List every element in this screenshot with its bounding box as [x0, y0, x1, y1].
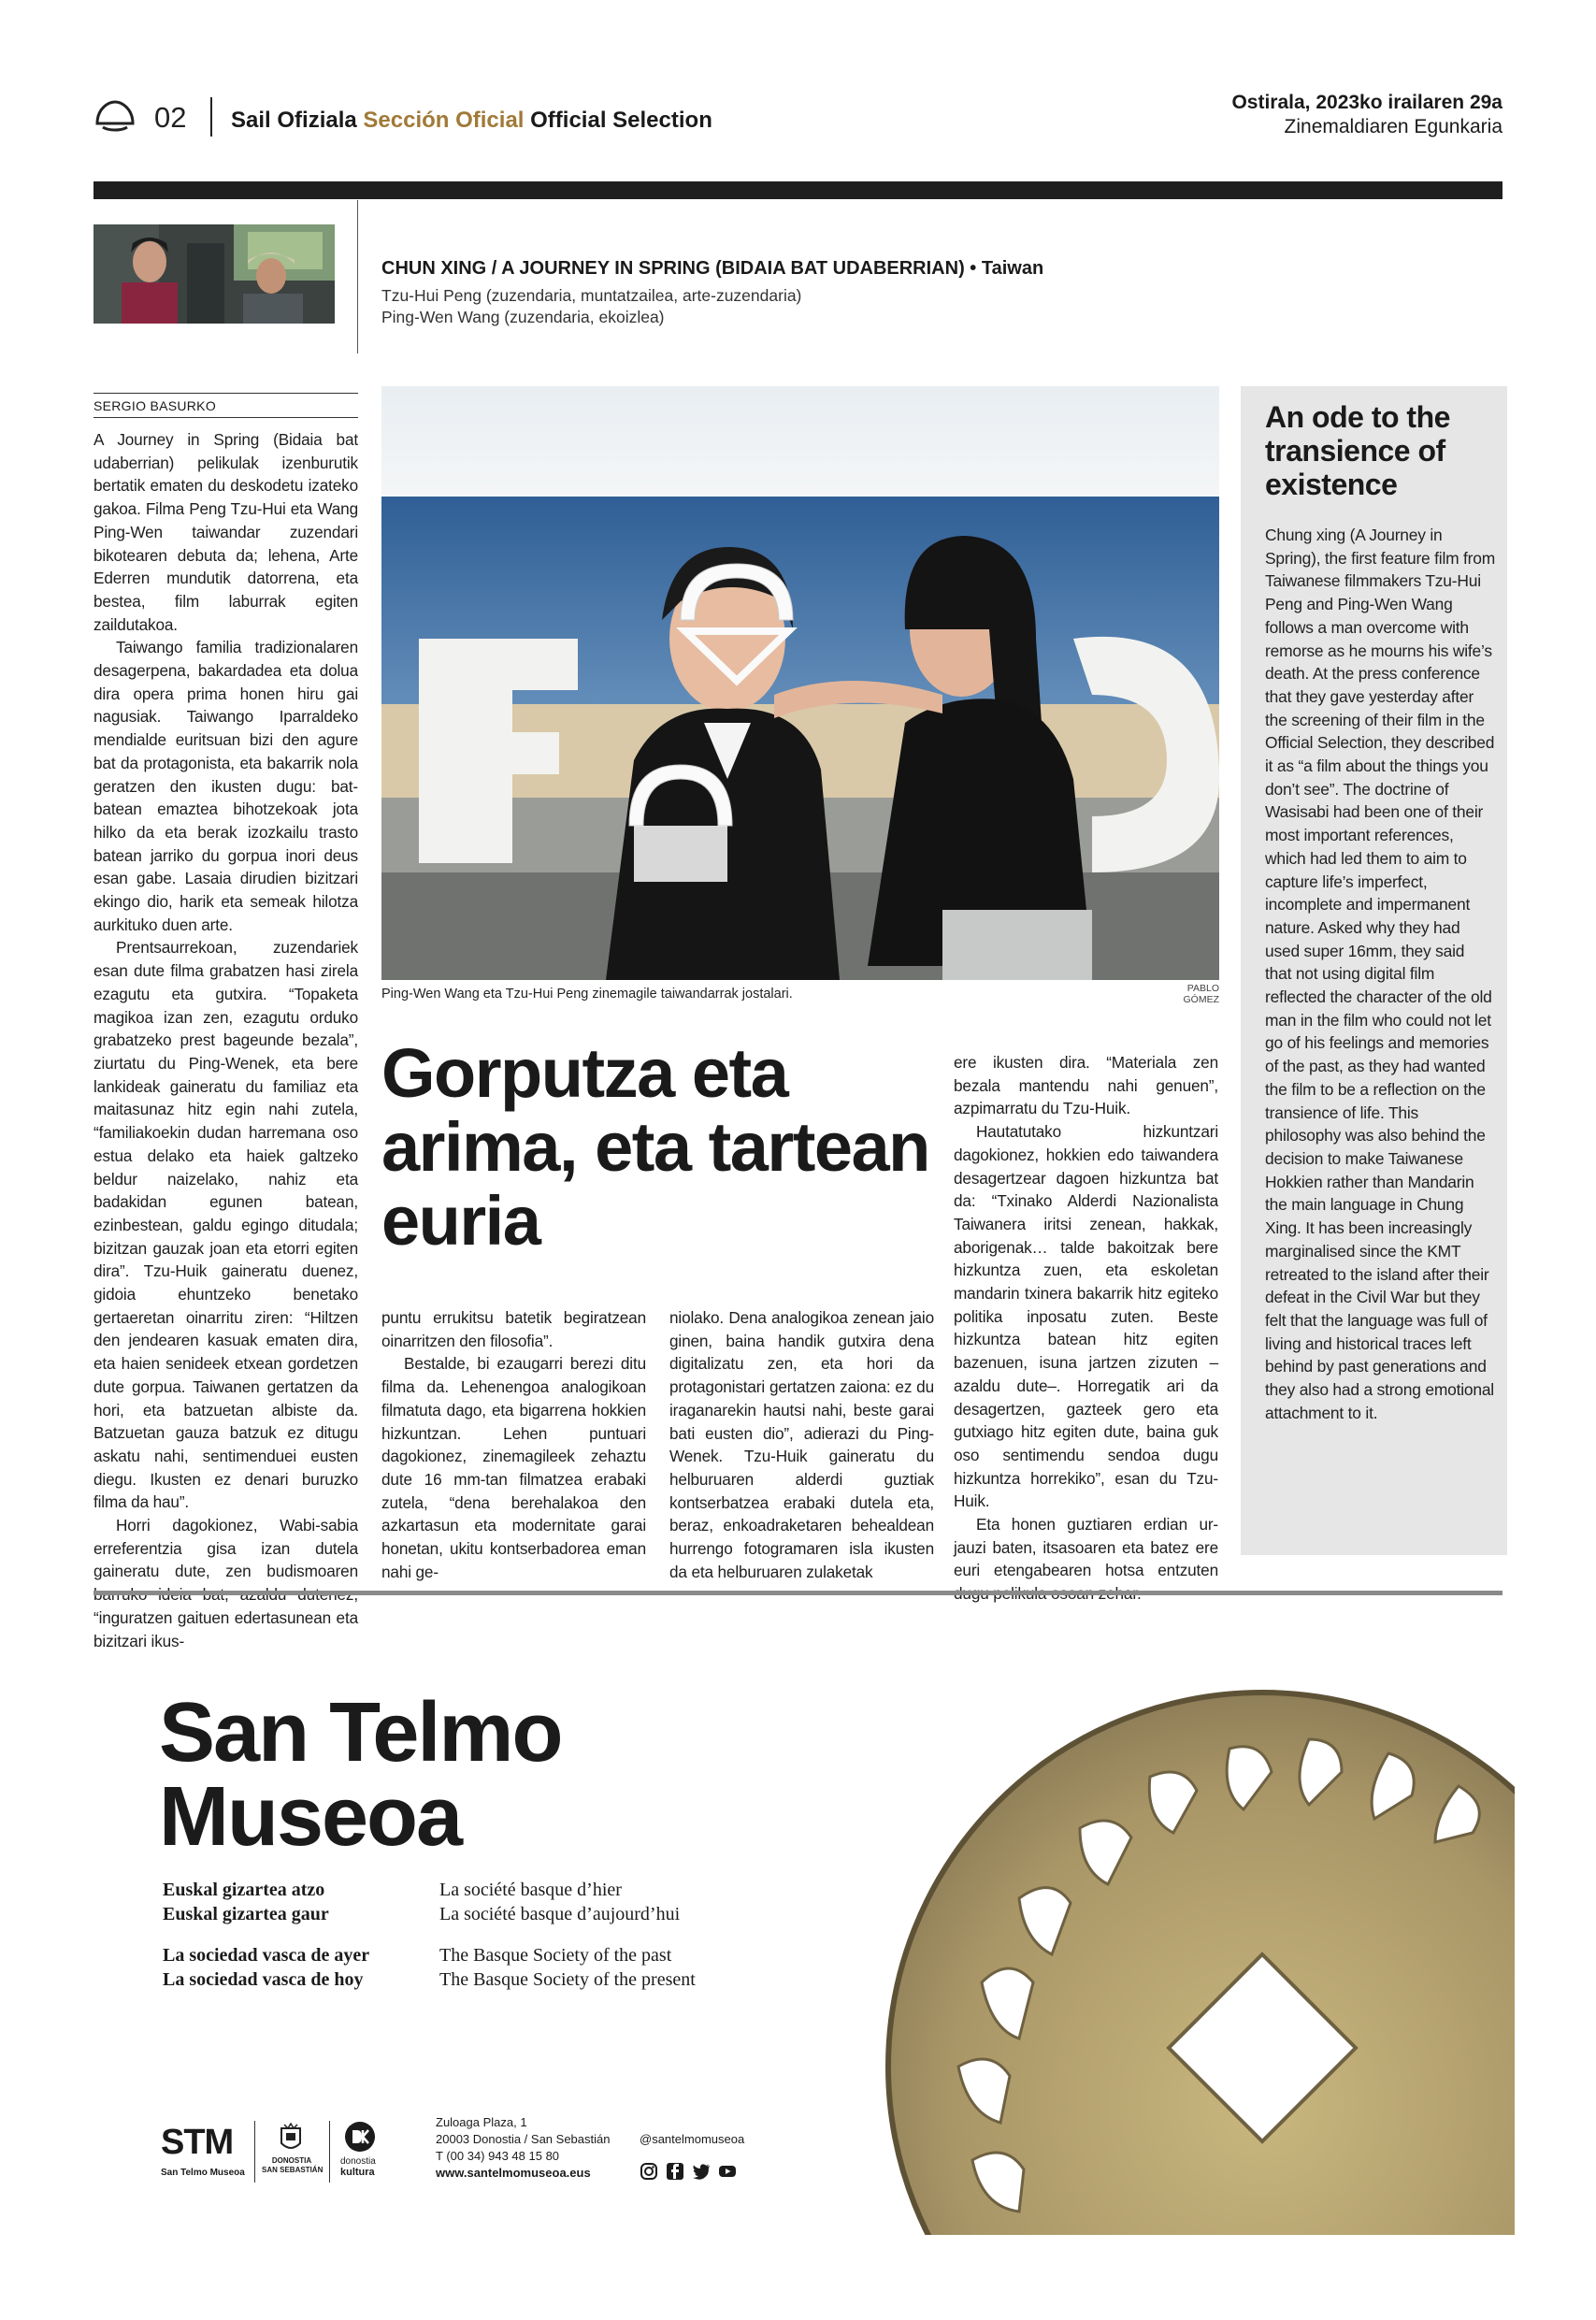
donostia-logo-text-2: SAN SEBASTIÁN: [262, 2166, 324, 2174]
section-title-es: Sección Oficial: [363, 108, 525, 133]
film-credit-director-1: Tzu-Hui Peng (zuzendaria, muntatzailea, arte-zuzendaria): [381, 286, 802, 305]
article-paragraph: Hautatutako hizkuntzari dagokionez, hokkien edo taiwandera desagertzear dagoen hizkuntza bat da: “Txinako Alderdi Nazionalista Taiwanera iritsi zenean, hakkak, aborigenak… talde bakoitzak bere hizkuntza zuen, eta eskoletan mandarin txinera bakarrik hitz egiteko politika inposatu zuten. Beste hizkuntza batean hitz egiten bazenuen, isuna jartzen zizuten –azaldu dute–. Horregatik ari da desagertzen, gazteek gero eta gutxiago hitz egiten dute, baina guk oso sentimendu sendoa dugu hizkuntza horrekiko”, esan du Tzu-Huik.: [954, 1122, 1218, 1511]
author-rule: [93, 393, 358, 394]
film-still-image: [93, 224, 335, 324]
article-column-2: [381, 1306, 646, 1583]
donostia-kultura-icon: [344, 2121, 376, 2153]
advert-title-line-1: San Telmo: [159, 1686, 562, 1780]
article-author: SERGIO BASURKO: [93, 398, 217, 413]
donostia-crest-icon: [279, 2123, 303, 2154]
sidebar-text: Chung xing (A Journey in Spring), the first feature film from Taiwanese filmmakers Tzu-Hui Peng and Ping-Wen Wang follows a man overcome with remorse as he mourns his wife’s death. At the press conference that they gave yesterday after the screening of their film in the Official Selection, they described it as “a film about the things you don’t see”. The doctrine of Wasisabi had been one of their most important references, which had led them to aim to capture life’s imperfect, incomplete and impermanent nature. Asked why they had used super 16mm, they said that not using digital film reflected the character of the old man in the film who could not let go of his feelings and memories of the past, as they had wanted the film to be a reflection on the transience of life. This philosophy was also behind the decision to make Taiwanese Hokkien rather than Mandarin the main language in Chung Xing. It has been increasingly marginalised since the KMT retreated to the island after their defeat in the Civil War but they felt that the language was full of living and historical traces left behind by past generations and they also had a strong emotional attachment to it.: [1265, 526, 1496, 1422]
issue-date: Ostirala, 2023ko irailaren 29a: [1231, 92, 1503, 113]
article-headline: Gorputza eta arima, eta tartean euria: [381, 1034, 929, 1260]
museum-phone: T (00 34) 943 48 15 80: [436, 2149, 560, 2163]
article-paragraph: A Journey in Spring (Bidaia bat udaberrian) pelikulak izenburutik bertatik ematen du deskodetu izateko gakoa. Filma Peng Tzu-Hui eta Wang Ping-Wen taiwandar zuzendari bikotearen debuta da; lehena, Arte Ederren mundutik datorrena, eta bestea, film laburrak egiten zaildutakoa.: [93, 430, 358, 634]
header-divider: [210, 97, 212, 137]
article-paragraph: Eta honen guztiaren erdian ur-jauzi baten, itsasoaren eta batez ere euri etengabearen hotsa entzuten: [954, 1515, 1218, 1580]
tagline-fr-present: La société basque d’aujourd’hui: [439, 1904, 681, 1924]
article-paragraph: Horri dagokionez, Wabi-sabia erreferentzia gisa izan dutela gaineratu dute, zen budismoaren “inguratzen gaituen edertasunean eta bizitzari ikus-: [93, 1516, 358, 1650]
museum-address-line-2: 20003 Donostia / San Sebastián: [436, 2132, 611, 2146]
museum-address-line-1: Zuloaga Plaza, 1: [436, 2115, 527, 2129]
newspaper-name: Zinemaldiaren Egunkaria: [1284, 116, 1503, 137]
festival-shell-logo-icon: [93, 99, 137, 137]
museum-website[interactable]: www.santelmomuseoa.eus: [436, 2166, 591, 2180]
advert-title: [159, 1686, 562, 1864]
tagline-en-present: The Basque Society of the present: [439, 1969, 696, 1990]
kultura-logo-text-1: donostia: [340, 2156, 376, 2167]
film-title: [381, 258, 1043, 280]
film-title-text: CHUN XING / A JOURNEY IN SPRING (BIDAIA BAT UDABERRIAN): [381, 258, 965, 279]
article-paragraph: niolako. Dena analogikoa zenean jaio ginen, baina handik gutxira dena digitalizatu zen, eta hori da protagonistari gertatzen zaiona: ez du iraganarekin hautsi nahi, beste garai bati eusten dio”, adierazi du Ping-Wenek. Tzu-Huik gaineratu du helburuaren alderdi guztiak kontserbatzea erabaki dutela eta, beraz, enkoadraketaren behealdean hurrengo fotogramaren isla ikusten da eta helburuaren zulaketak: [669, 1308, 934, 1581]
article-paragraph: Bestalde, bi ezaugarri berezi ditu filma da. Lehenengoa analogikoan filmatuta dago, eta bigarrena hokkien hizkuntzan. Lehen puntuari dagokionez, zinemagileek zehaztu dute 16 mm-tan filmatzea erabaki zutela, “dena berehalakoa den azkartasun eta modernitate garai honetan, ukitu kontserbadorea eman nahi ge-: [381, 1354, 646, 1581]
stone-wheel-image: [870, 1674, 1515, 2254]
tagline-en-past: The Basque Society of the past: [439, 1945, 672, 1966]
article-paragraph: puntu errukitsu batetik begiratzean oinarritzen den filosofia”.: [381, 1308, 646, 1350]
directors-photo: [381, 386, 1219, 980]
advert-divider: [93, 1591, 1503, 1595]
photo-caption: Ping-Wen Wang eta Tzu-Hui Peng zinemagile taiwandarrak jostalari.: [381, 987, 793, 1001]
stm-logo: STM: [161, 2123, 234, 2162]
stm-logo-subtitle: San Telmo Museoa: [161, 2168, 245, 2178]
kultura-logo-text-2: kultura: [340, 2167, 375, 2178]
tagline-fr-past: La société basque d’hier: [439, 1880, 622, 1900]
section-title: [231, 108, 712, 134]
section-title-en: Official Selection: [530, 108, 712, 133]
article-column-4: [954, 1051, 1218, 1606]
article-column-1: [93, 428, 358, 1652]
social-handle[interactable]: @santelmomuseoa: [640, 2132, 745, 2146]
article-paragraph: ere ikusten dira. “Materiala zen bezala mantendu nahi genuen”, azpimarratu du Tzu-Huik.: [954, 1053, 1218, 1118]
tagline-eu-past: Euskal gizartea atzo: [163, 1880, 325, 1900]
header-rule: [93, 181, 1503, 199]
article-paragraph: Taiwango familia tradizionalaren desagerpena, bakardadea eta dolua dira opera prima honen hiru gai nagusiak. Taiwango Iparraldeko mendialde euritsuan bizi den agure bat da protagonista, eta bakarrik nola geratzen den ikusten dugu: bat-batean emaztea bihotzekoak jota hilko da eta berak izozkailu trasto batean jarriko du gorpua inori deus esan gabe. Lasaia dirudien bizitzari ekingo dio, harik eta semeak hilotza aurkituko duen arte.: [93, 638, 358, 934]
twitter-icon[interactable]: [692, 2162, 711, 2181]
page-number: 02: [154, 101, 187, 134]
logo-divider: [254, 2121, 255, 2183]
author-rule-bottom: [93, 417, 358, 418]
tagline-es-present: La sociedad vasca de hoy: [163, 1969, 364, 1990]
article-paragraph: Prentsaurrekoan, zuzendariek esan dute filma grabatzen hasi zirela ezagutu eta gutxira. “Topaketa magikoa izan zen, ezagutu orduko grabatzeko prest bageunde bezala”, ziurtatu du Ping-Wenek, eta bere lankideak gaineratu du familiaz eta maitasunaz hitz egin nahi zutela, “familiakoekin dudan harremana oso estua delako eta haiek galtzeko beldur naizelako, nahiz eta badakidan egunen batean, ezinbestean, galdu egingo ditudala; bizitzan gauzak joan eta etorri egiten dira”. Tzu-Huik gaineratu duenez, gidoia ehuntzeko benetako gertaeretan oinarritu ziren: “Hiltzen den jendearen kasuak ematen dira, eta haien senideek etxean gordetzen dute gorpua. Taiwanen gertatzen da hori, eta batzuetan albiste da. Batzuetan gauza batzuk ez ditugu askatu nahi, sentimenduei eusten diegu. Ikusten ez denari buruzko filma da hau”.: [93, 938, 358, 1512]
facebook-icon[interactable]: [666, 2162, 684, 2181]
logo-divider: [329, 2121, 330, 2183]
donostia-logo-text-1: DONOSTIA: [271, 2156, 312, 2165]
tagline-es-past: La sociedad vasca de ayer: [163, 1945, 370, 1966]
instagram-icon[interactable]: [640, 2162, 658, 2181]
film-country: • Taiwan: [970, 258, 1044, 279]
article-column-3: [669, 1306, 934, 1583]
advert-title-line-2: Museoa: [159, 1770, 462, 1864]
section-title-eu: Sail Ofiziala: [231, 108, 357, 133]
photo-credit: PABLO GÓMEZ: [1183, 983, 1219, 1005]
film-info-divider: [357, 200, 358, 353]
tagline-eu-present: Euskal gizartea gaur: [163, 1904, 329, 1924]
youtube-icon[interactable]: [718, 2162, 737, 2181]
film-credit-director-2: Ping-Wen Wang (zuzendaria, ekoizlea): [381, 308, 665, 326]
sidebar-title: An ode to the transience of existence: [1265, 400, 1450, 501]
